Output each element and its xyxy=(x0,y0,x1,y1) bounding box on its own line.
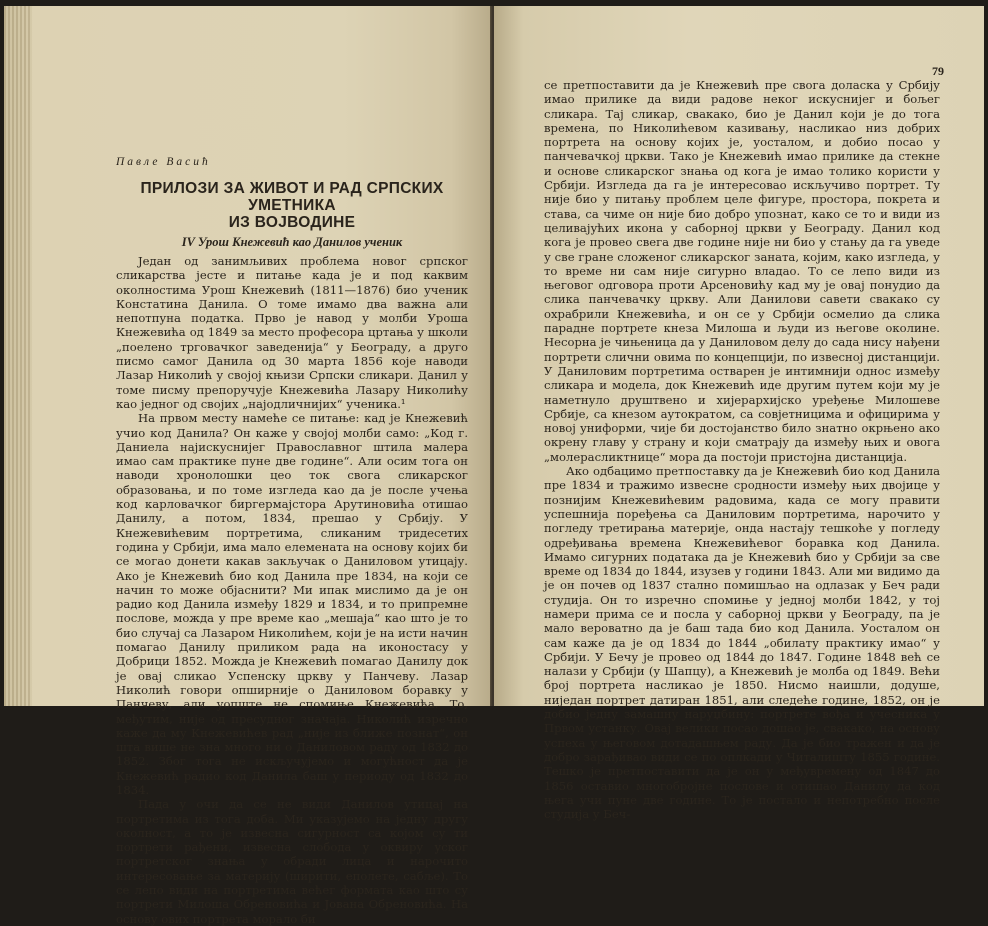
paragraph: Пада у очи да се не види Данилов утицај на портретима из тога доба. Ми указујемо на једну другу околност, а то је извесна сигурност са којом су ти портрети рађени, извесна слобода у оквиру уског портретског знања у обради лица и нарочито интересовање за материју (ширити, еполете, сабље). То се лепо види на портретима већег формата као што су портрети Милоша Обреновића и Јована Обреновића. На основу ових портрета морало би xyxy=(116,797,468,926)
paragraph: Један од занимљивих проблема новог српског сликарства јесте и питање када је и под каквим околностима Урош Кнежевић (1811—1876) био ученик Констатина Данила. О томе имамо два важна али непотпуна податка. Прво је навод у молби Уроша Кнежевића од 1849 за место професора цртања у школи „поелено трговачког заведенија“ у Београду, а друго писмо самог Данила од 30 марта 1856 које наводи Лазар Николић у својој књизи Српски сликари. Данил у томе писму препоручује Кнежевића Лазару Николићу као једног од својих „најодличнијих“ ученика.¹ xyxy=(116,254,468,411)
article-title-line-2: ИЗ ВОЈВОДИНЕ xyxy=(228,214,356,231)
right-body-text xyxy=(544,78,940,821)
paragraph: Ако одбацимо претпоставку да је Кнежевић био код Данила пре 1834 и тражимо извесне сродности између њих двојице у познијим Кнежевићевим радовима, када се могу правити успешнија поређења са Даниловим портретима, нарочито у погледу третирања материје, онда настају тешкоће у погледу одређивања времена Кнежевићевог боравка код Данила. Имамо сигурних података да је Кнежевић био у Србији за све време од 1834 до 1844, изузев у години 1843. Али ми видимо да је он почев од 1837 стално помишљао на одлазак у Беч ради студија. Он то изречно спомиње у једној молби 1842, у тој намери прима се и посла у саборној цркви у Београду, па је мало вероватно да је баш тада био код Данила. Уосталом он сам каже да је од 1834 до 1844 „обилату практику имао“ у Србији. У Бечу је провео од 1844 до 1847. Године 1848 већ се налази у Србији (у Шапцу), а Кнежевић је молба од 1849. Већи број портрета насликао је 1850. Нисмо наишли, додуше, ниједан портрет датиран 1851, али следеће године, 1852, он је добио једну замашну наруџбину: портрете вођа и учесника у Првом устанку. Овај велики посао дошао је, свакако, на основу успеха у његовом дотадашњем раду. Да је био тражен и да је добро зарађивао види се по оплкади у Читалишту 1855 године. Тешко је претпоставити да је он у међувремену од 1847 до 1856 оставио многобројне послове и отишао Данилу да код њега учи пуне две године. То је постало и непотребно после студија у Беч- xyxy=(544,464,940,822)
paragraph: се претпоставити да је Кнежевић пре свога доласка у Србију имао прилике да види радове неког искуснијег и бољег сликара. Тај сликар, свакако, био је Данил који је до тога времена, по Николићевом казивању, насликао низ добрих портрета на основу којих је, уосталом, и добио посао у панчевачкој цркви. Тако је Кнежевић имао прилике да стекне и основе сликарског знања од кога је имао толико користи у Србији. Изгледа да га је интересовао искључиво портрет. Ту није био у питању проблем целе фигуре, простора, покрета и става, са чиме он није био добро упознат, како се то и види из целивајућих икона у саборној цркви у Београду. Данил код кога је провео свега две године није ни био у стању да га уведе у све гране сложеног сликарског заната, којим, како изгледа, у то време ни сам није сигурно владао. То се лепо види из његовог одговора проти Арсеновићу кад му је овај понудио да слика панчевачку цркву. Али Данилови савети свакако су охрабрили Кнежевића, и он се у Србији осмелио да слика парадне портрете кнеза Милоша и људи из његове околине. Несорна је чињеница да у Даниловом делу до сада нису нађени портрети слични овима по концепцији, по извесној дистанцији. У Даниловим портретима остварен је интимнији однос између сликара и модела, док Кнежевић иде другим путем који му је наметнуло друштвено и хијерархијско уређење Милошеве Србије, са кнезом аутократом, са совјетницима и официрима у новој униформи, чије би достојанство било знатно окрњено ако окрену главу у страну и који сматрају да између њих и овога „молерасликтнице“ мора да постоји пристојна дистанција. xyxy=(544,78,940,464)
paragraph: На првом месту намеће се питање: кад је Кнежевић учио код Данила? Он каже у својој молби само: „Код г. Даниела најискуснијег Православног штила малера имао сам практике пуне две године“. Али осим тога он наводи хронолошки цео ток свога сликарског образовања, и по томе изгледа као да је после учења код карловачког биргермајстора Арутиновића отишао Данилу, а потом, 1834, прешао у Србију. У Кнежевићевим портретима, сликаним тридесетих година у Србији, има мало елемената на основу којих би се могао донети какав закључак о Даниловом утицају. Ако је Кнежевић био код Данила пре 1834, на који се начин то може објаснити? Ми ипак мислимо да је он радио код Данила између 1829 и 1834, и то припремне послове, можда у пре време као „мешаја“ као што је то био случај са Лазаром Николићем, који је на исти начин помагао Данилу приликом рада на иконостасу у Добрици 1852. Можда је Кнежевић помагао Данилу док је овај сликао Успенску цркву у Панчеву. Лазар Николић говори опширније о Даниловом боравку у Панчеву, али уопште не спомиње Кнежевића. То, међутим, није од пресудног значаја. Николић изречно каже да му Кнежевићев рад „није из ближе познат“, он шта више не зна много ни о Даниловом раду од 1832 до 1852. Због тога не искључујемо и могућност да је Кнежевић радио код Данила баш у периоду од 1832 до 1834. xyxy=(116,411,468,797)
left-page xyxy=(4,6,490,926)
left-body-text xyxy=(116,254,468,926)
article-title-line-1: ПРИЛОЗИ ЗА ЖИВОТ И РАД СРПСКИХ УМЕТНИКА xyxy=(140,180,444,214)
page-edge-stack xyxy=(4,6,32,706)
article-author: Павле Васић xyxy=(116,156,211,168)
page-number: 79 xyxy=(932,64,944,78)
article-subtitle: IV Урош Кнежевић као Данилов ученик xyxy=(181,235,403,249)
right-page xyxy=(494,6,984,822)
